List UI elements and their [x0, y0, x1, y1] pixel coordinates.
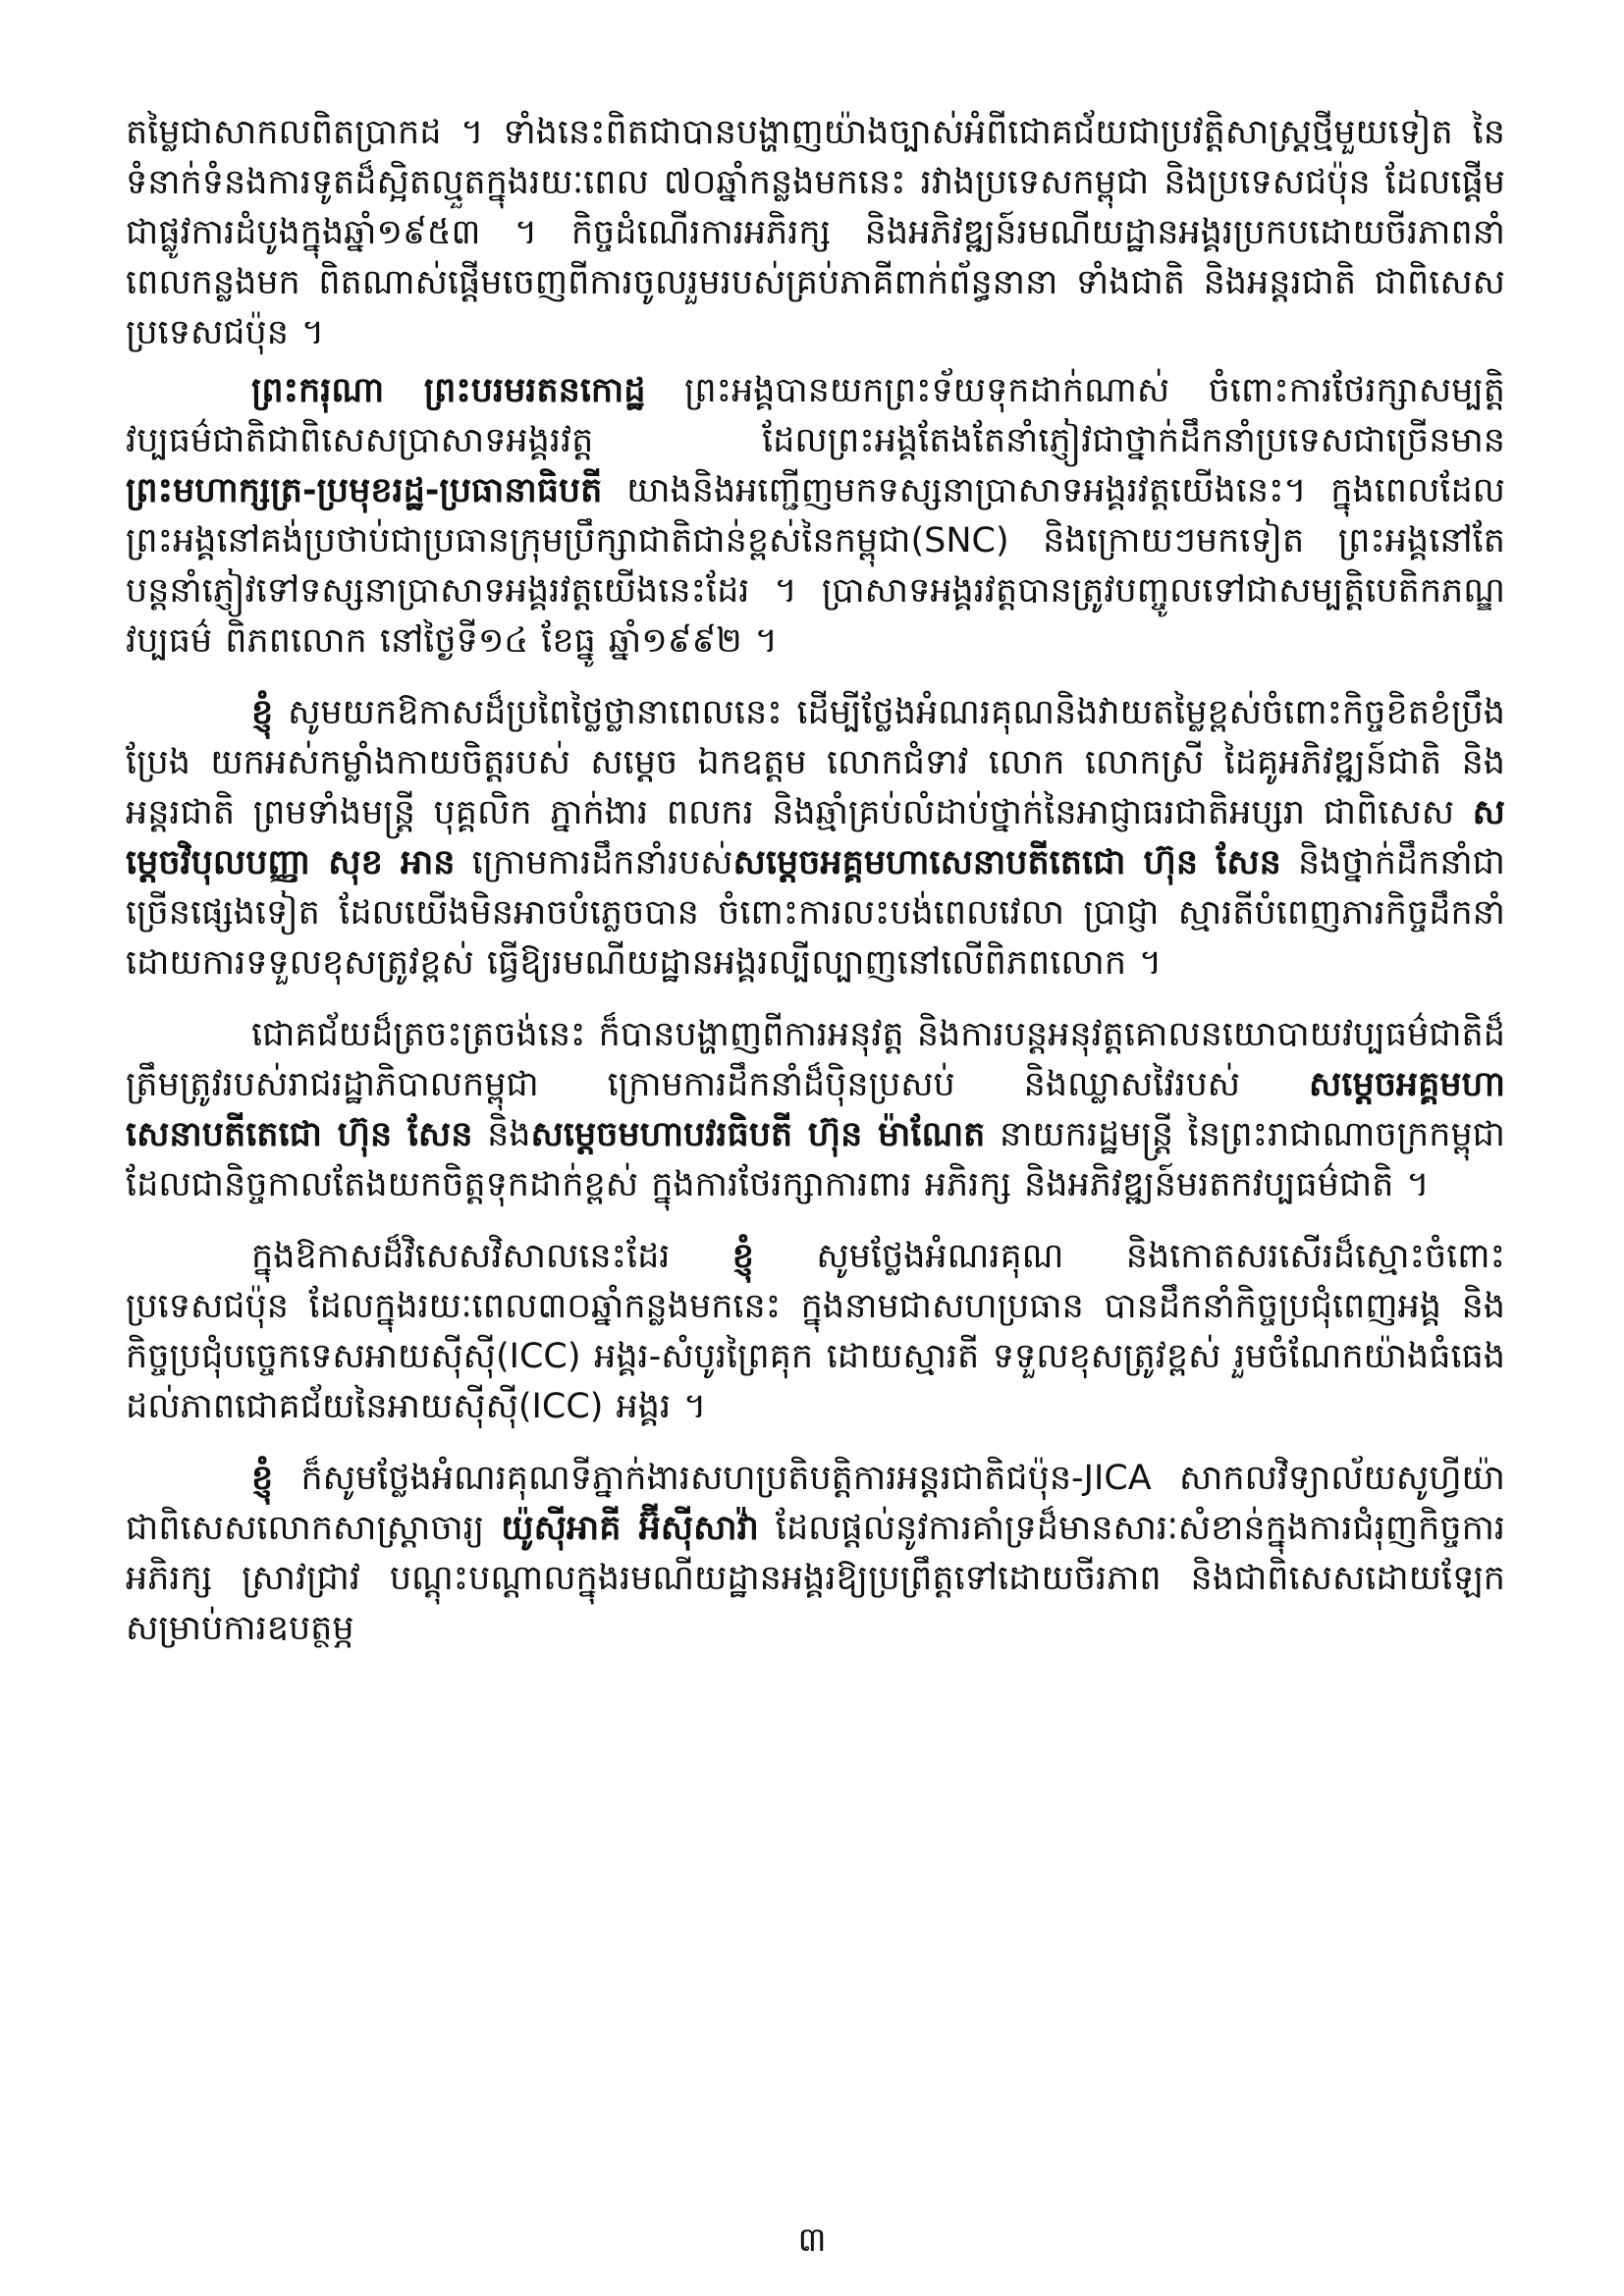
paragraph-5-bold-1: ខ្ញុំ	[731, 1237, 754, 1276]
paragraph-3	[126, 688, 1505, 988]
paragraph-1	[126, 108, 1505, 358]
paragraph-6-bold-2: យ៉ូស៊ីអាគី អ៊ីស៊ីសាវ៉ា	[501, 1509, 759, 1548]
paragraph-2-text-1: ព្រះអង្គបានយកព្រះទ័យទុកដាក់ណាស់ ចំពោះការថែរក្សាសម្បត្តិវប្បធម៌ជាតិជាពិសេសប្រាសាទអង្គរវត្ត ដែលព្រះអង្គតែងតែនាំភ្ញៀវជាថ្នាក់ដឹកនាំប្រទេសជាច្រើនមាន	[126, 371, 1505, 460]
paragraph-3-bold-2: សម្តេចវិបុលបញ្ញា សុខ អាន	[126, 793, 1505, 882]
paragraph-3-text-2: ក្រោមការដឹកនាំរបស់	[455, 843, 733, 882]
paragraph-4-text-1: ជោគជ័យដ៏ត្រចះត្រចង់នេះ ក៏បានបង្ហាញពីការអនុវត្ត និងការបន្តអនុវត្តគោលនយោបាយវប្បធម៌ជាតិដ៏ត្រឹមត្រូវរបស់រាជរដ្ឋាភិបាលកម្ពុជា ក្រោមការដឹកនាំដ៏ប៉ិនប្រសប់ និងឈ្លាសវៃរបស់	[126, 1015, 1505, 1104]
paragraph-4	[126, 1010, 1505, 1210]
paragraph-2-bold-1: ព្រះករុណា ព្រះបរមរតនកោដ្ឋ	[251, 371, 646, 410]
paragraph-5-text-1: ក្នុងឱកាសដ៏វិសេសវិសាលនេះដែរ	[251, 1237, 732, 1276]
paragraph-6-bold-1: ខ្ញុំ	[251, 1459, 274, 1498]
paragraph-4-bold-1: សម្តេចអគ្គមហាសេនាបតីតេជោ ហ៊ុន សែន	[126, 1065, 1505, 1154]
paragraph-3-bold-3: សម្តេចអគ្គមហាសេនាបតីតេជោ ហ៊ុន សែន	[732, 843, 1281, 882]
paragraph-2	[126, 366, 1505, 667]
paragraph-6-text-2: ដែលផ្តល់នូវការគាំទ្រដ៏មានសារៈសំខាន់ក្នុងការជំរុញកិច្ចការអភិរក្ស ស្រាវជ្រាវ បណ្តុះបណ្តាលក្នុងរមណីយដ្ឋានអង្គរឱ្យប្រព្រឹត្តទៅដោយចីរភាព និងជាពិសេសដោយឡែកសម្រាប់ការឧបត្ថម្ភ	[126, 1509, 1505, 1648]
paragraph-6-text-1: ក៏សូមថ្លែងអំណរគុណទីភ្នាក់ងារសហប្រតិបត្តិការអន្តរជាតិជប៉ុន-JICA សាកលវិទ្យាល័យសូហ្វីយ៉ា ជាពិសេសលោកសាស្ត្រាចារ្យ	[126, 1459, 1505, 1548]
paragraph-1-text: តម្លៃជាសាកលពិតប្រាកដ ។ ទាំងនេះពិតជាបានបង្ហាញយ៉ាងច្បាស់អំពីជោគជ័យជាប្រវត្តិសាស្ត្រថ្មីមួយទៀត នៃទំនាក់ទំនងការទូតដ៏ស្អិតល្មួតក្នុងរយៈពេល ៧០ឆ្នាំកន្លងមកនេះ រវាងប្រទេសកម្ពុជា និងប្រទេសជប៉ុន ដែលផ្តើមជាផ្លូវការដំបូងក្នុងឆ្នាំ១៩៥៣ ។ កិច្ចដំណើរការអភិរក្ស និងអភិវឌ្ឍន៍រមណីយដ្ឋានអង្គរប្រកបដោយចីរភាពនាំពេលកន្លងមក ពិតណាស់ផ្តើមចេញពីការចូលរួមរបស់គ្រប់ភាគីពាក់ព័ន្ធនានា ទាំងជាតិ និងអន្តរជាតិ ជាពិសេសប្រទេសជប៉ុន ។	[126, 113, 1505, 352]
page-number: ៣	[797, 2220, 827, 2260]
paragraph-4-text-2: និង	[472, 1115, 531, 1154]
paragraph-4-text-3: នាយករដ្ឋមន្ត្រី នៃព្រះរាជាណាចក្រកម្ពុជា ដែលជានិច្ចកាលតែងយកចិត្តទុកដាក់ខ្ពស់ ក្នុងការថែរក្សាការពារ អភិរក្ស និងអភិវឌ្ឍន៍មរតកវប្បធម៌ជាតិ ។	[126, 1115, 1505, 1204]
document-page	[126, 108, 1505, 2199]
paragraph-2-text-2: យាងនិងអញ្ជើញមកទស្សនាប្រាសាទអង្គរវត្តយើងនេះ។ ក្នុងពេលដែលព្រះអង្គនៅគង់ប្រថាប់ជាប្រធានក្រុមប្រឹក្សាជាតិជាន់ខ្ពស់នៃកម្ពុជា(SNC) និងក្រោយៗមកទៀត ព្រះអង្គនៅតែបន្តនាំភ្ញៀវទៅទស្សនាប្រាសាទអង្គរវត្តយើងនេះដែរ ។ ប្រាសាទអង្គរវត្តបានត្រូវបញ្ចូលទៅជាសម្បត្តិបេតិកភណ្ឌវប្បធម៌ ពិភពលោក នៅថ្ងៃទី១៤ ខែធ្នូ ឆ្នាំ១៩៩២ ។	[126, 471, 1505, 661]
paragraph-3-text-1: សូមយកឱកាសដ៏ប្រពៃថ្លៃថ្លានាពេលនេះ ដើម្បីថ្លែងអំណរគុណនិងវាយតម្លៃខ្ពស់ចំពោះកិច្ចខិតខំប្រឹងប្រែង យកអស់កម្លាំងកាយចិត្តរបស់ សម្តេច ឯកឧត្តម លោកជំទាវ លោក លោកស្រី ដៃគូអភិវឌ្ឍន៍ជាតិ និងអន្តរជាតិ ព្រមទាំងមន្ត្រី បុគ្គលិក ភ្នាក់ងារ ពលករ និងឆ្មាំគ្រប់លំដាប់ថ្នាក់នៃអាជ្ញាធរជាតិអប្សរា ជាពិសេស	[126, 693, 1505, 832]
paragraph-3-text-3: និងថ្នាក់ដឹកនាំជាច្រើនផ្សេងទៀត ដែលយើងមិនអាចបំភ្លេចបាន ចំពោះការលះបង់ពេលវេលា ប្រាជ្ញា ស្មារតីបំពេញភារកិច្ចដឹកនាំដោយការទទួលខុសត្រូវខ្ពស់ ធ្វើឱ្យរមណីយដ្ឋានអង្គរល្បីល្បាញនៅលើពិភពលោក ។	[126, 843, 1505, 983]
paragraph-5	[126, 1232, 1505, 1432]
paragraph-2-bold-2: ព្រះមហាក្សត្រ-ប្រមុខរដ្ឋ-ប្រធានាធិបតី	[126, 471, 603, 510]
paragraph-5-text-2: សូមថ្លែងអំណរគុណ និងកោតសរសើរដ៏ស្មោះចំពោះប្រទេសជប៉ុន ដែលក្នុងរយៈពេល៣០ឆ្នាំកន្លងមកនេះ ក្នុងនាមជាសហប្រធាន បានដឹកនាំកិច្ចប្រជុំពេញអង្គ និងកិច្ចប្រជុំបច្ចេកទេសអាយស៊ីស៊ី(ICC) អង្គរ-សំបូរព្រៃគុក ដោយស្មារតី ទទួលខុសត្រូវខ្ពស់ រួមចំណែកយ៉ាងធំធេងដល់ភាពជោគជ័យនៃអាយស៊ីស៊ី(ICC) អង្គរ ។	[126, 1237, 1505, 1426]
paragraph-6	[126, 1454, 1505, 1654]
paragraph-4-bold-2: សម្តេចមហាបវរធិបតី ហ៊ុន ម៉ាណែត	[530, 1115, 986, 1154]
paragraph-3-bold-1: ខ្ញុំ	[251, 693, 274, 732]
